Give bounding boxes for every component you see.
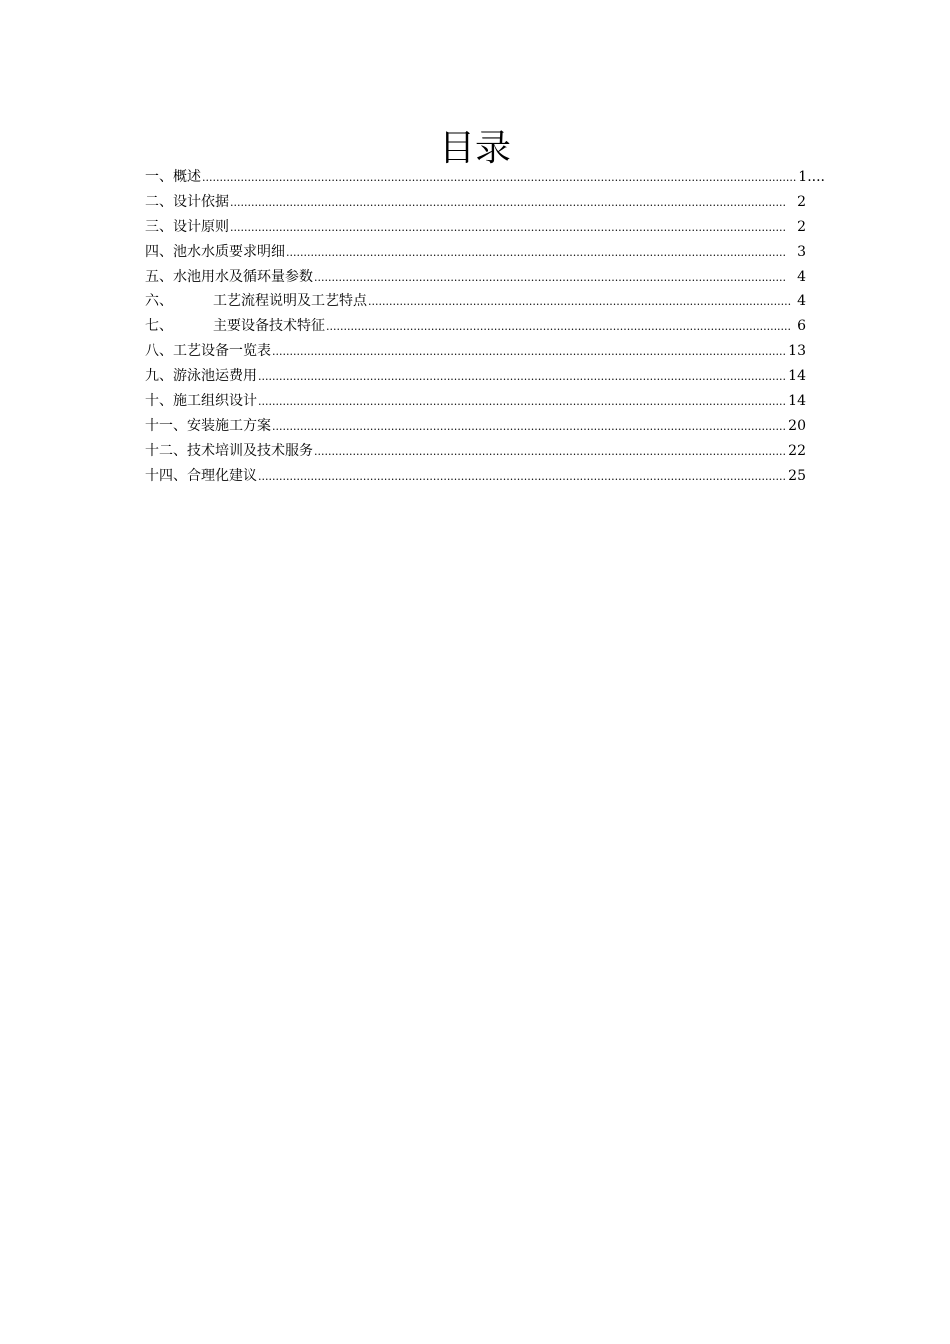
toc-entry-number: 十、 — [145, 393, 173, 410]
toc-entry-title: 水池用水及循环量参数 — [173, 268, 313, 285]
leader-dots — [258, 390, 787, 415]
toc-entry-title: 设计依据 — [173, 193, 229, 210]
leader-dots — [286, 241, 785, 266]
toc-entry-page: 6 — [797, 318, 806, 335]
toc-entry-page: 2 — [797, 218, 806, 235]
toc-entry-title: 工艺设备一览表 — [173, 343, 271, 360]
toc-entry-title: 设计原则 — [173, 218, 229, 235]
toc-entry[interactable] — [145, 389, 825, 414]
toc-entry-number: 十二、 — [145, 442, 187, 459]
toc-entry-number: 五、 — [145, 268, 173, 285]
leader-dots — [368, 290, 791, 315]
toc-entry[interactable] — [145, 314, 825, 339]
toc-entry-title: 合理化建议 — [187, 467, 257, 484]
toc-entry-title: 技术培训及技术服务 — [187, 442, 313, 459]
toc-entry[interactable] — [145, 414, 825, 439]
toc-entry-title: 安装施工方案 — [187, 417, 271, 434]
toc-entry-title: 游泳池运费用 — [173, 368, 257, 385]
toc-entry-number: 三、 — [145, 218, 173, 235]
leader-dots — [230, 216, 785, 241]
toc-entry-page: 22 — [788, 442, 806, 459]
toc-entry[interactable] — [145, 265, 825, 290]
leader-dots — [258, 365, 787, 390]
toc-entry-number: 十一、 — [145, 417, 187, 434]
toc-entry-number: 十四、 — [145, 467, 187, 484]
toc-entry-page: 4 — [797, 268, 806, 285]
page-title: 目录 — [438, 128, 511, 170]
toc-entry-number: 四、 — [145, 243, 173, 260]
toc-entry-page: 1.... — [798, 169, 825, 185]
toc-entry-title: 概述 — [173, 169, 201, 185]
toc-entry[interactable] — [145, 240, 825, 265]
toc-entry[interactable] — [145, 339, 825, 364]
toc-entry-page: 4 — [797, 293, 806, 310]
toc-entry[interactable] — [145, 364, 825, 389]
toc-entry[interactable] — [145, 439, 825, 464]
toc-entry-number: 一、 — [145, 169, 173, 185]
leader-dots — [272, 415, 787, 440]
toc-entry-title: 池水水质要求明细 — [173, 243, 285, 260]
toc-entry[interactable] — [145, 165, 825, 190]
toc-entry-title: 施工组织设计 — [173, 393, 257, 410]
toc-entry[interactable] — [145, 289, 825, 314]
leader-dots — [202, 166, 797, 191]
leader-dots — [258, 465, 787, 490]
toc-entry-number: 九、 — [145, 368, 173, 385]
toc-entry-page: 14 — [788, 393, 806, 410]
toc-entry[interactable] — [145, 215, 825, 240]
leader-dots — [314, 440, 787, 465]
leader-dots — [326, 315, 791, 340]
toc-entry-number: 八、 — [145, 343, 173, 360]
toc-entry[interactable] — [145, 464, 825, 489]
toc-entry[interactable] — [145, 190, 825, 215]
toc-entry-page: 25 — [788, 467, 806, 484]
leader-dots — [314, 266, 785, 291]
toc-entry-page: 20 — [788, 417, 806, 434]
toc-entry-number: 七、 — [145, 318, 173, 335]
toc-entry-title: 工艺流程说明及工艺特点 — [213, 293, 367, 310]
toc-entry-page: 14 — [788, 368, 806, 385]
leader-dots — [230, 191, 785, 216]
toc-entry-page: 2 — [797, 193, 806, 210]
toc-entry-title: 主要设备技术特征 — [213, 318, 325, 335]
toc-entry-page: 3 — [797, 243, 806, 260]
table-of-contents — [145, 165, 825, 489]
toc-entry-number: 二、 — [145, 193, 173, 210]
leader-dots — [272, 340, 787, 365]
toc-entry-number: 六、 — [145, 293, 173, 310]
toc-entry-page: 13 — [788, 343, 806, 360]
